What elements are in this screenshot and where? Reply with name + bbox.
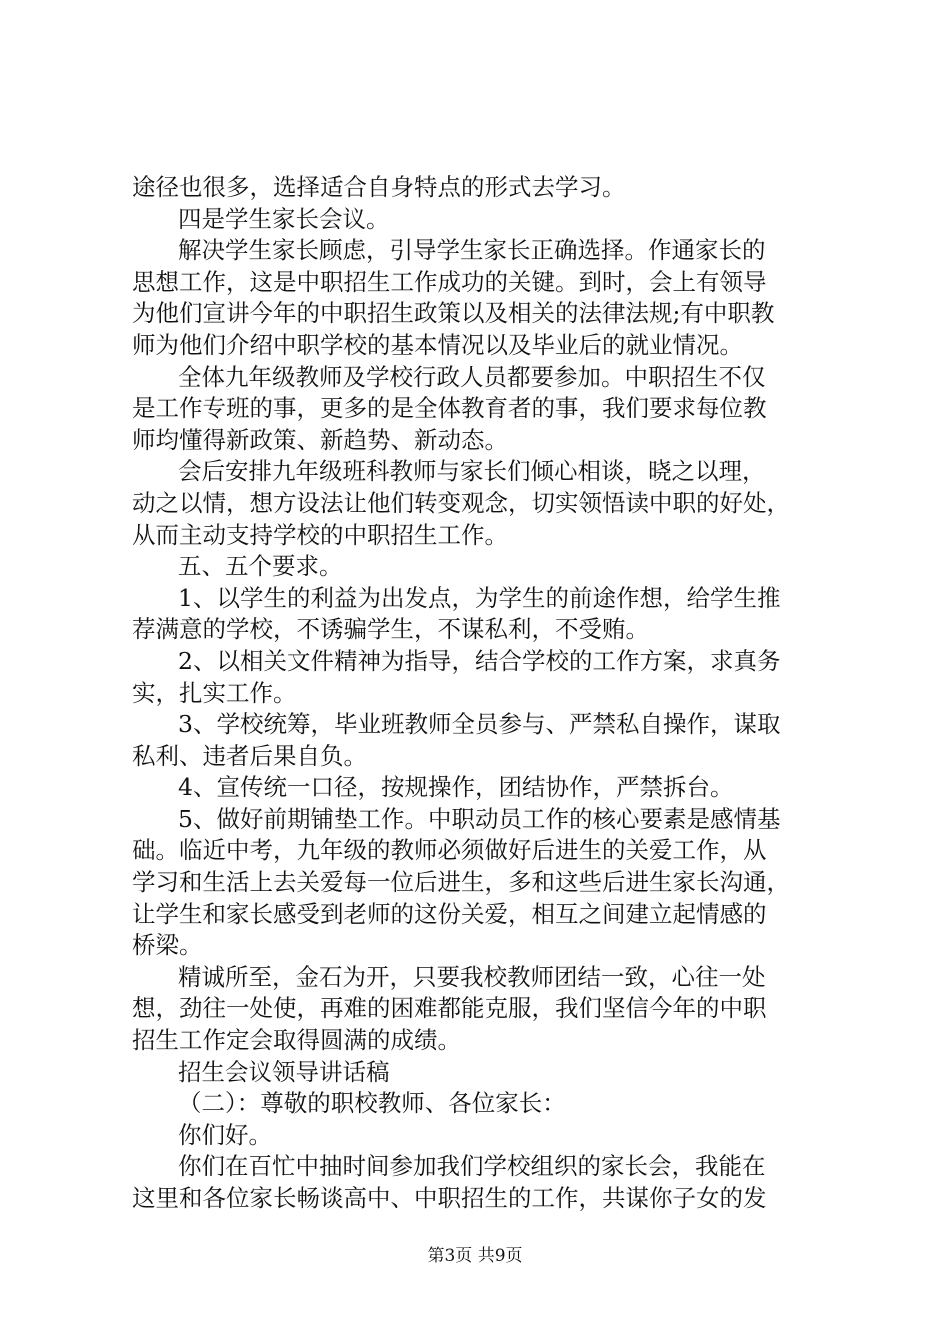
text-line: 途径也很多，选择适合自身特点的形式去学习。 [132,173,626,201]
text-line: 1、以学生的利益为出发点，为学生的前途作想，给学生推 [178,583,781,612]
text-line: 3、学校统筹，毕业班教师全员参与、严禁私自操作，谋取 [178,710,781,739]
text-line: 师均懂得新政策、新趋势、新动态。 [132,425,508,454]
text-line: 础。临近中考，九年级的教师必须做好后进生的关爱工作，从 [132,836,767,865]
page-footer: 第3页 共9页 [427,1246,523,1266]
text-line: 4、宣传统一口径，按规操作，团结协作，严禁拆台。 [178,773,734,802]
text-line: 想，劲往一处使，再难的困难都能克服，我们坚信今年的中职 [132,994,767,1023]
text-line: 是工作专班的事，更多的是全体教育者的事，我们要求每位教 [132,394,767,423]
text-line: 桥梁。 [132,931,203,960]
text-line: 解决学生家长顾虑，引导学生家长正确选择。作通家长的 [178,236,766,265]
text-line: 你们在百忙中抽时间参加我们学校组织的家长会，我能在 [178,1152,766,1181]
text-line: 这里和各位家长畅谈高中、中职招生的工作，共谋你子女的发 [132,1184,767,1212]
text-line: 5、做好前期铺垫工作。中职动员工作的核心要素是感情基 [178,804,781,833]
text-line: 五、五个要求。 [178,552,343,581]
text-line: 荐满意的学校，不诱骗学生，不谋私利，不受贿。 [132,615,649,644]
document-body [132,172,832,1215]
text-line: 精诚所至，金石为开，只要我校教师团结一致，心往一处 [178,962,766,991]
text-line: 让学生和家长感受到老师的这份关爱，相互之间建立起情感的 [132,899,767,928]
text-line: 2、以相关文件精神为指导，结合学校的工作方案，求真务 [178,646,781,675]
text-line: 从而主动支持学校的中职招生工作。 [132,520,508,549]
text-line: 你们好。 [178,1120,272,1149]
text-line: 全体九年级教师及学校行政人员都要参加。中职招生不仅 [178,362,766,391]
text-line: 动之以情，想方设法让他们转变观念，切实领悟读中职的好处， [132,488,790,517]
text-line: 招生会议领导讲话稿 [178,1057,390,1086]
text-line: 师为他们介绍中职学校的基本情况以及毕业后的就业情况。 [132,330,743,359]
text-line: 学习和生活上去关爱每一位后进生，多和这些后进生家长沟通， [132,868,790,897]
text-line: 私利、违者后果自负。 [132,741,367,770]
text-line: （二）：尊敬的职校教师、各位家长： [178,1089,566,1118]
text-line: 招生工作定会取得圆满的成绩。 [132,1026,461,1055]
text-line: 实，扎实工作。 [132,678,297,707]
text-line: 会后安排九年级班科教师与家长们倾心相谈，晓之以理， [178,457,766,486]
text-line: 思想工作，这是中职招生工作成功的关键。到时，会上有领导 [132,267,767,296]
text-line: 为他们宣讲今年的中职招生政策以及相关的法律法规;有中职教 [132,299,775,328]
text-line: 四是学生家长会议。 [178,204,390,233]
